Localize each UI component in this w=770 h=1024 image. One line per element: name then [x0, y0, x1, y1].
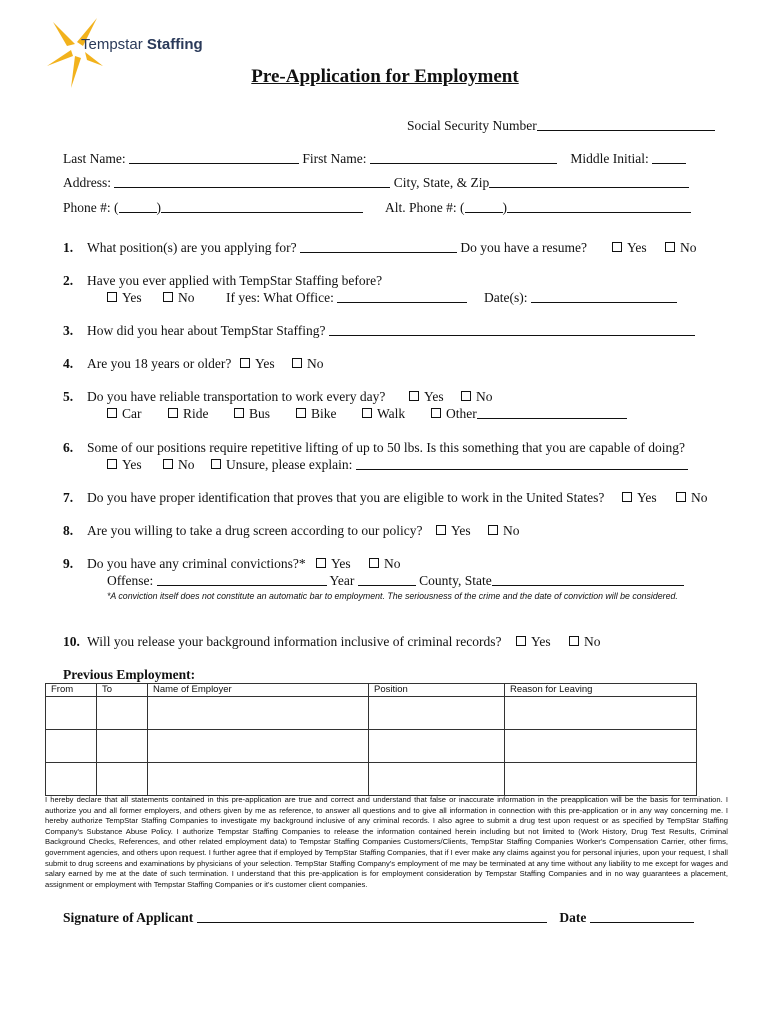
q9-footnote: *A conviction itself does not constitute an automatic bar to employment. The seriousness of the crime and the date of conviction will be considered. — [107, 591, 678, 601]
checkbox[interactable] — [211, 459, 221, 469]
q9-no-label: No — [384, 556, 401, 571]
q10-text: Will you release your background information inclusive of criminal records? — [87, 634, 502, 649]
q2-office-label: If yes: What Office: — [226, 290, 334, 305]
q5-car-option[interactable] — [107, 406, 142, 422]
signature-label: Signature of Applicant — [63, 910, 194, 925]
q7-no-label: No — [691, 490, 708, 505]
col-to: To — [97, 684, 148, 697]
checkbox[interactable] — [569, 636, 579, 646]
q5-ride-label: Ride — [183, 406, 209, 421]
table-cell[interactable] — [148, 763, 369, 796]
table-row — [46, 730, 697, 763]
q5-bus-label: Bus — [249, 406, 271, 421]
previous-employment-heading: Previous Employment: — [63, 667, 196, 682]
q8-number: 8. — [63, 523, 74, 538]
q9-no-option[interactable] — [369, 556, 401, 572]
q4-text: Are you 18 years or older? — [87, 356, 232, 371]
date-label: Date — [559, 910, 587, 925]
declaration-text: I hereby declare that all statements contained in this pre-application are true and correct and understand that false or inaccurate information in the preapplication will be the basis for termination. I authorize you and all former employers, and others given by me as reference, to answer all questions and to give all information in connection with this pre-application or in any way concerning me. I hereby authorize TempStar Staffing Companies to investigate my background inclusive of any criminal records. I also agree to submit a drug test upon request or as specified by TempStar Staffing Company's Substance Abuse Policy. I authorize Tempstar Staffing Companies to release the information contained herein including but not limited to (Work History, Drug Test Results, Criminal Background Checks, References, and other related employment data) to Tempstar Staffing Companies Customers/Clients, TempStar Staffing Companies Worker's Compensation Carrier, other firms, government agencies, and others upon request. I further agree that if employed by TempStar Staffing Companies, that if I ever make any claims against you for personal injuries, upon your request, I shall submit to drug screens and examinations by physicians of your selection. TempStar Staffing Company's employment of me may be terminated at any time without any liability to me except for wages and salary earned by me at the date of such termination. I understand that this pre-application is for employment consideration by Tempstar Staffing Companies and in no way guarantees a placement, assignment or employment with Tempstar Staffing Companies or it's customer client companies. — [45, 795, 728, 889]
q3-number: 3. — [63, 323, 74, 338]
checkbox[interactable] — [409, 391, 419, 401]
q9-year-field[interactable] — [358, 575, 416, 586]
q8-no-label: No — [503, 523, 520, 538]
last-name-field[interactable] — [129, 153, 299, 164]
q10-no-label: No — [584, 634, 601, 649]
q8-no-option[interactable] — [488, 523, 520, 539]
checkbox[interactable] — [676, 492, 686, 502]
checkbox[interactable] — [431, 408, 441, 418]
q8-yes-option[interactable] — [436, 523, 471, 539]
q9-offense-row — [107, 573, 684, 589]
q10-no-option[interactable] — [569, 634, 601, 650]
table-header-row — [46, 684, 697, 697]
q10-yes-option[interactable] — [516, 634, 551, 650]
q9-county-field[interactable] — [492, 575, 684, 586]
date-field[interactable] — [590, 912, 694, 923]
q2-no-option[interactable] — [163, 290, 195, 306]
checkbox[interactable] — [240, 358, 250, 368]
q9-yes-label: Yes — [331, 556, 351, 571]
checkbox[interactable] — [234, 408, 244, 418]
q3-text — [87, 323, 695, 339]
q6-no-label: No — [178, 457, 195, 472]
q5-walk-label: Walk — [377, 406, 406, 421]
checkbox[interactable] — [168, 408, 178, 418]
q7-text: Do you have proper identification that proves that you are eligible to work in the United States? — [87, 490, 605, 505]
q1-yes-option[interactable] — [612, 240, 647, 256]
q4-no-label: No — [307, 356, 324, 371]
table-cell[interactable] — [369, 763, 505, 796]
col-position: Position — [369, 684, 505, 697]
alt-phone-area-field[interactable] — [465, 202, 503, 213]
table-cell[interactable] — [148, 730, 369, 763]
checkbox[interactable] — [436, 525, 446, 535]
q6-yes-label: Yes — [122, 457, 142, 472]
table-cell[interactable] — [46, 763, 97, 796]
q6-number: 6. — [63, 440, 74, 455]
q9-yes-option[interactable] — [316, 556, 351, 572]
q5-other-label: Other — [446, 406, 477, 421]
q5-bike-option[interactable] — [296, 406, 337, 422]
checkbox[interactable] — [107, 292, 117, 302]
q5-yes-option[interactable] — [409, 389, 444, 405]
q1-number: 1. — [63, 240, 74, 255]
table-cell[interactable] — [505, 697, 697, 730]
q2-no-label: No — [178, 290, 195, 305]
q1-yes-label: Yes — [627, 240, 647, 255]
q3-question: How did you hear about TempStar Staffing? — [87, 323, 326, 338]
q6-explain-field[interactable] — [356, 459, 688, 470]
q4-number: 4. — [63, 356, 74, 371]
q7-yes-option[interactable] — [622, 490, 657, 506]
address-row — [63, 175, 689, 191]
checkbox[interactable] — [107, 408, 117, 418]
q9-offense-label: Offense: — [107, 573, 154, 588]
address-field[interactable] — [114, 177, 390, 188]
q1-resume-question: Do you have a resume? — [460, 240, 588, 255]
q9-number: 9. — [63, 556, 74, 571]
q1-question: What position(s) are you applying for? — [87, 240, 297, 255]
q4-yes-label: Yes — [255, 356, 275, 371]
city-state-zip-field[interactable] — [489, 177, 689, 188]
last-name-label: Last Name: — [63, 151, 126, 166]
q2-office-field[interactable] — [337, 292, 467, 303]
name-row — [63, 151, 686, 167]
table-row — [46, 697, 697, 730]
checkbox[interactable] — [163, 292, 173, 302]
q4-yes-option[interactable] — [240, 356, 275, 372]
phone-row: Phone #: ( ) Alt. Phone #: ( ) — [63, 200, 691, 216]
table-cell[interactable] — [148, 697, 369, 730]
q2-yes-option[interactable] — [107, 290, 142, 306]
checkbox[interactable] — [461, 391, 471, 401]
col-from: From — [46, 684, 97, 697]
q2-office-row — [226, 290, 677, 306]
table-cell[interactable] — [46, 730, 97, 763]
alt-phone-field[interactable] — [507, 202, 691, 213]
q8-yes-label: Yes — [451, 523, 471, 538]
phone-area-field[interactable] — [119, 202, 157, 213]
middle-initial-field[interactable] — [652, 153, 686, 164]
q6-unsure-option[interactable] — [211, 457, 688, 473]
checkbox[interactable] — [107, 459, 117, 469]
checkbox[interactable] — [292, 358, 302, 368]
checkbox[interactable] — [362, 408, 372, 418]
q1-no-option[interactable] — [665, 240, 697, 256]
q2-dates-field[interactable] — [531, 292, 677, 303]
page-title: Pre-Application for Employment — [251, 66, 519, 87]
q5-ride-option[interactable] — [168, 406, 209, 422]
q5-car-label: Car — [122, 406, 142, 421]
address-label: Address: — [63, 175, 111, 190]
q5-text: Do you have reliable transportation to work every day? — [87, 389, 386, 404]
checkbox[interactable] — [163, 459, 173, 469]
q7-yes-label: Yes — [637, 490, 657, 505]
phone-field[interactable] — [161, 202, 363, 213]
first-name-label: First Name: — [302, 151, 367, 166]
signature-row — [63, 910, 694, 926]
q5-bike-label: Bike — [311, 406, 337, 421]
q1-no-label: No — [680, 240, 697, 255]
brand-name-part2: Staffing — [142, 36, 203, 53]
checkbox[interactable] — [516, 636, 526, 646]
ssn-label: Social Security Number — [407, 118, 537, 133]
q1-position-field[interactable] — [300, 242, 457, 253]
q10-yes-label: Yes — [531, 634, 551, 649]
checkbox[interactable] — [488, 525, 498, 535]
q1-text — [87, 240, 587, 256]
checkbox[interactable] — [316, 558, 326, 568]
q5-other-field[interactable] — [477, 408, 627, 419]
checkbox[interactable] — [296, 408, 306, 418]
q2-number: 2. — [63, 273, 74, 288]
q9-offense-field[interactable] — [157, 575, 327, 586]
q8-text: Are you willing to take a drug screen according to our policy? — [87, 523, 423, 538]
first-name-field[interactable] — [370, 153, 557, 164]
table-cell[interactable] — [505, 763, 697, 796]
table-cell[interactable] — [97, 763, 148, 796]
q6-unsure-label: Unsure, please explain: — [226, 457, 353, 472]
table-cell[interactable] — [369, 730, 505, 763]
q9-county-label: County, State — [419, 573, 492, 588]
table-cell[interactable] — [46, 697, 97, 730]
q2-dates-label: Date(s): — [483, 290, 528, 305]
q5-walk-option[interactable] — [362, 406, 405, 422]
q2-text: Have you ever applied with TempStar Staffing before? — [87, 273, 383, 288]
phone-label: Phone #: ( — [63, 200, 119, 215]
col-employer: Name of Employer — [148, 684, 369, 697]
table-cell[interactable] — [505, 730, 697, 763]
q7-number: 7. — [63, 490, 74, 505]
checkbox[interactable] — [665, 242, 675, 252]
middle-initial-label: Middle Initial: — [570, 151, 649, 166]
table-cell[interactable] — [97, 730, 148, 763]
checkbox[interactable] — [612, 242, 622, 252]
ssn-field[interactable] — [537, 120, 715, 131]
ssn-row — [407, 118, 715, 134]
q6-text: Some of our positions require repetitive lifting of up to 50 lbs. Is this something that you are capable of doing? — [87, 440, 686, 455]
q6-no-option[interactable] — [163, 457, 195, 473]
q5-number: 5. — [63, 389, 74, 404]
table-cell[interactable] — [369, 697, 505, 730]
alt-phone-label: Alt. Phone #: ( — [385, 200, 465, 215]
q7-no-option[interactable] — [676, 490, 708, 506]
col-reason: Reason for Leaving — [505, 684, 697, 697]
table-cell[interactable] — [97, 697, 148, 730]
checkbox[interactable] — [622, 492, 632, 502]
q3-answer-field[interactable] — [329, 325, 695, 336]
checkbox[interactable] — [369, 558, 379, 568]
q9-text: Do you have any criminal convictions?* — [87, 556, 306, 571]
signature-field[interactable] — [197, 912, 547, 923]
previous-employment-table — [45, 683, 697, 796]
q5-no-option[interactable] — [461, 389, 493, 405]
q10-number: 10. — [63, 634, 80, 649]
table-row — [46, 763, 697, 796]
q2-yes-label: Yes — [122, 290, 142, 305]
q4-no-option[interactable] — [292, 356, 324, 372]
q9-year-label: Year — [329, 573, 355, 588]
city-state-zip-label: City, State, & Zip — [393, 175, 490, 190]
brand-name-part1: Tempstar — [81, 36, 143, 53]
q5-no-label: No — [476, 389, 493, 404]
q5-other-option[interactable] — [431, 406, 627, 422]
brand-name — [81, 36, 203, 53]
q6-yes-option[interactable] — [107, 457, 142, 473]
q5-yes-label: Yes — [424, 389, 444, 404]
q5-bus-option[interactable] — [234, 406, 270, 422]
